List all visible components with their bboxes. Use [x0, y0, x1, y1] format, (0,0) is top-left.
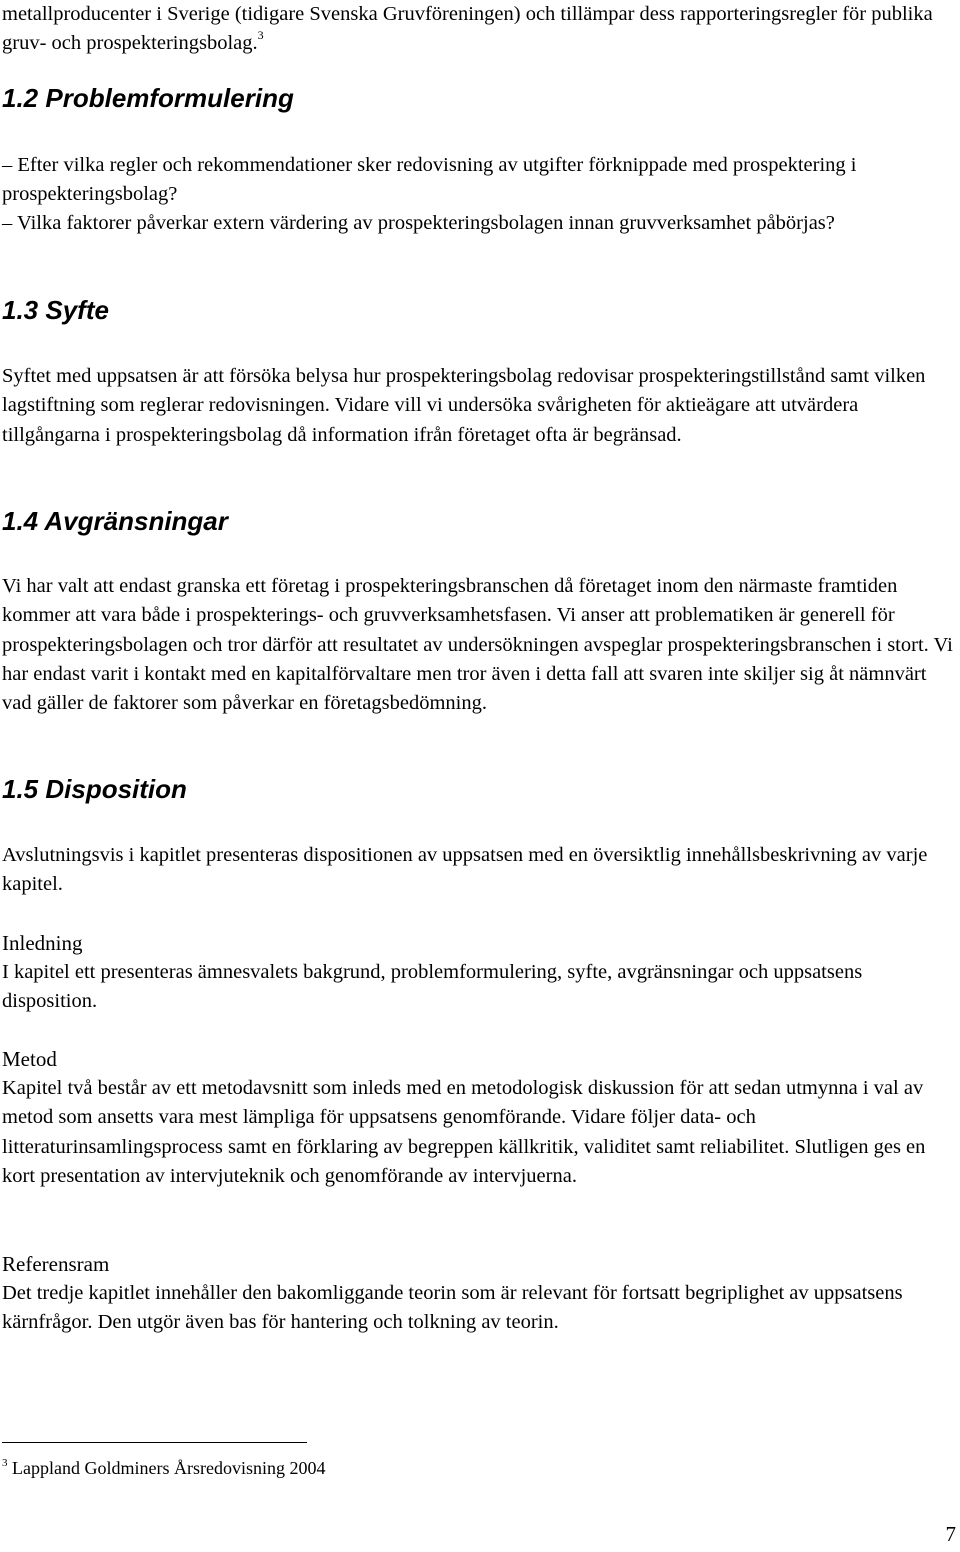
- intro-paragraph: [2, 0, 954, 61]
- footnote-reference: 3: [257, 28, 264, 43]
- heading-problemformulering: 1.2 Problemformulering: [2, 83, 294, 113]
- heading-disposition: 1.5 Disposition: [2, 774, 187, 804]
- footnote-number: 3: [2, 1457, 8, 1469]
- chapter-title-inledning: Inledning: [2, 931, 83, 955]
- avgransningar-paragraph: Vi har valt att endast granska ett företag i prospekteringsbranschen då företaget inom den närmaste framtiden kommer att vara både i prospekterings- och gruvverksamhetsfasen. Vi anser att problematiken är generell för prospekteringsbolagen och tror därför att resultatet av undersökningen avspeglar prospekteringsbranschen i stort. Vi har endast varit i kontakt med en kapitalförvaltare men tror även i detta fall att svaren inte skiljer sig åt nämnvärt vad gäller de faktorer som påverkar en företagsbedömning.: [2, 575, 953, 715]
- disposition-paragraph: Avslutningsvis i kapitlet presenteras dispositionen av uppsatsen med en översiktlig innehållsbeskrivning av varje kapitel.: [2, 844, 928, 896]
- footnote: [2, 1456, 325, 1483]
- footnote-text: Lappland Goldminers Årsredovisning 2004: [12, 1458, 326, 1478]
- chapter-text-referensram: Det tredje kapitlet innehåller den bakomliggande teorin som är relevant för fortsatt begriplighet av uppsatsens kärnfrågor. Den utgör även bas för hantering och tolkning av teorin.: [2, 1282, 903, 1334]
- research-question-1: – Efter vilka regler och rekommendationer sker redovisning av utgifter förknippade med prospektering i prospekteringsbolag?: [2, 154, 857, 206]
- heading-avgransningar: 1.4 Avgränsningar: [2, 506, 228, 536]
- page-number: 7: [945, 1522, 956, 1546]
- heading-syfte: 1.3 Syfte: [2, 295, 109, 325]
- footnote-separator: [2, 1442, 307, 1443]
- research-question-2: – Vilka faktorer påverkar extern värdering av prospekteringsbolagen innan gruvverksamhet påbörjas?: [2, 212, 835, 234]
- intro-text: metallproducenter i Sverige (tidigare Svenska Gruvföreningen) och tillämpar dess rapporteringsregler för publika gruv- och prospekteringsbolag.: [2, 3, 933, 55]
- chapter-text-inledning: I kapitel ett presenteras ämnesvalets bakgrund, problemformulering, syfte, avgränsningar och uppsatsens disposition.: [2, 961, 863, 1013]
- chapter-title-metod: Metod: [2, 1047, 57, 1071]
- chapter-text-metod: Kapitel två består av ett metodavsnitt som inleds med en metodologisk diskussion för att sedan utmynna i val av metod som ansetts vara mest lämpliga för uppsatsens genomförande. Vidare följer data- och litteraturinsamlingsprocess samt en förklaring av begreppen källkritik, validitet samt reliabilitet. Slutligen ges en kort presentation av intervjuteknik och genomförande av intervjuerna.: [2, 1077, 926, 1187]
- syfte-paragraph: Syftet med uppsatsen är att försöka belysa hur prospekteringsbolag redovisar prospekteringstillstånd samt vilken lagstiftning som reglerar redovisningen. Vidare vill vi undersöka svårigheten för aktieägare att utvärdera tillgångarna i prospekteringsbolag då information ifrån företaget ofta är begränsad.: [2, 365, 926, 446]
- chapter-title-referensram: Referensram: [2, 1252, 110, 1276]
